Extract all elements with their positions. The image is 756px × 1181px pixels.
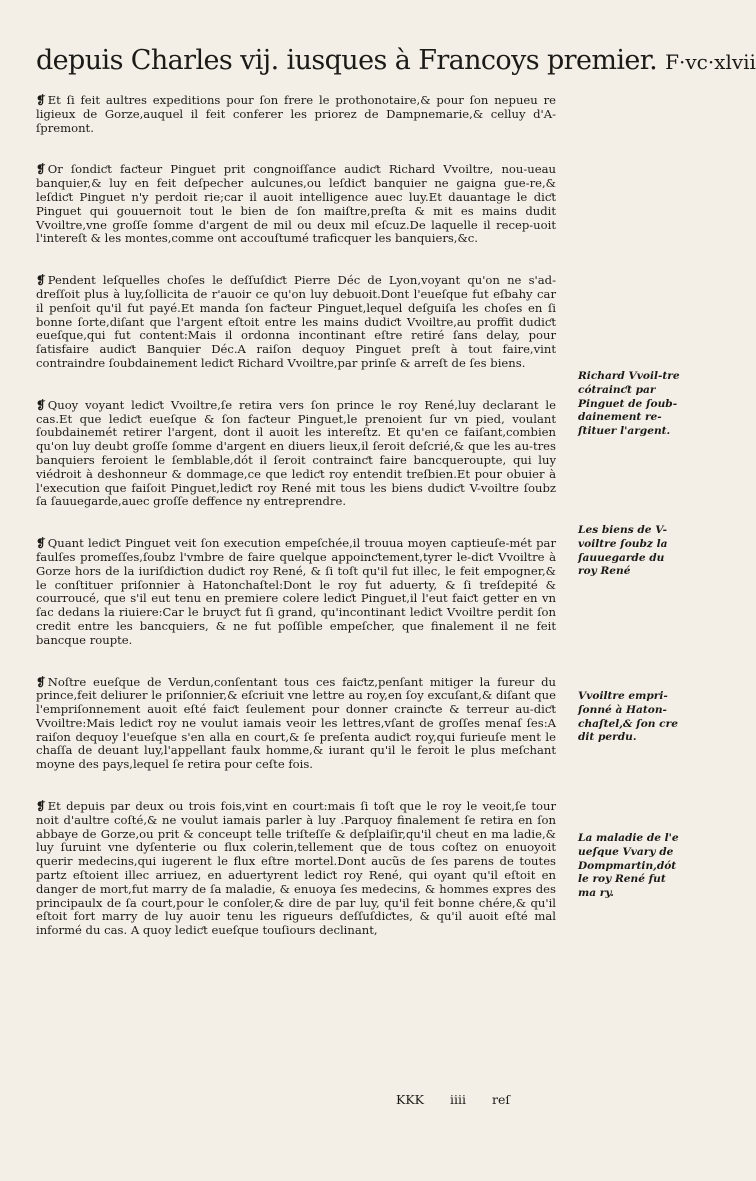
header-title: depuis Charles vij. iusques à Francoys premier. bbox=[36, 45, 658, 76]
pilcrow-icon: ❡ bbox=[36, 674, 46, 689]
pilcrow-icon: ❡ bbox=[36, 799, 46, 814]
main-text-column bbox=[36, 94, 556, 966]
paragraph: ❡ Or ſondiƈt faƈteur Pinguet prit congnoiſſance audiƈt Richard Vvoiltre, nou-ueau banquier,& luy en feit deſpecher aulcunes,ou leſdiƈt banquier ne gaigna gue-re,& leſdiƈt Pinguet n'y perdoit rie;car il auoit intelligence auec luy.Et dauantage le diƈt Pinguet qui gouuernoit tout le bien de ſon maiſtre,preſta & mit es mains dudit Vvoiltre,vne groſſe ſomme d'argent de mil ou deux mil eſcuz.De laquelle il recep-uoit l'intereſt & les montes,comme ont accouſtumé traficquer les banquiers,&c. bbox=[36, 162, 556, 246]
pilcrow-icon: ❡ bbox=[36, 536, 46, 551]
marginal-note: Richard Vvoil-tre cótrainƈt par Pinguet de ſoub-dainement re-ſtituer l'argent. bbox=[578, 370, 680, 438]
running-header bbox=[36, 44, 756, 79]
paragraph: ❡ Et depuis par deux ou trois fois,vint en court:mais ſi toſt que le roy le veoit,ſe tour noit d'aultre coſté,& ne voulut iamais parler à luy .Parquoy finalement ſe retira en ſon abbaye de Gorze,ou prit & conceupt telle triſteſſe & deſplaiſir,qu'il cheut en ma ladie,& luy ſuruint vne dyſenterie ou flux colerin,tellement que de tous coſtez on enuoyoit querir medecins,qui iugerent le flux eſtre mortel.Dont aucũs de ſes parens de toutes partz eſtoient illec arriuez, en aduertyrent lediƈt roy René, qui oyant qu'il eſtoit en danger de mort,fut marry de ſa maladie, & enuoya ſes medecins, & hommes expres des principaulx de ſa court,pour le conſoler,& dire de par luy, qu'il feit bonne chére,& qu'il eſtoit fort marry de luy auoir tenu les rigueurs deſſuſdiƈtes, & qu'il auoit eſté mal informé du cas. A quoy lediƈt eueſque touſiours declinant, bbox=[36, 799, 556, 938]
paragraph: ❡ Noſtre eueſque de Verdun,conſentant tous ces faiƈtz,penſant mitiger la fureur du prince,feit deliurer le priſonnier,& eſcriuit vne lettre au roy,en ſoy excuſant,& diſant que l'empriſonnement auoit eſté faiƈt ſeulement pour donner crainƈte & terreur au-diƈt Vvoiltre:Mais lediƈt roy ne voulut iamais veoir les lettres,vſant de groſſes menaſ ſes:A raiſon dequoy l'eueſque s'en alla en court,& ſe preſenta audiƈt roy,qui furieuſe ment le chaſſa de deuant luy,l'appellant faulx homme,& iurant qu'il le feroit le plus meſchant moyne des pays,lequel ſe retira pour ceſte fois. bbox=[36, 674, 556, 772]
page-footer bbox=[396, 1092, 556, 1108]
paragraph: ❡ Quant lediƈt Pinguet veit ſon execution empeſchée,il trouua moyen captieuſe-mét par faulſes promeſſes,ſoubz l'vmbre de faire quelque appoinƈtement,tyrer le-diƈt Vvoiltre à Gorze hors de la iuriſdiƈtion dudiƈt roy René, & ſi toſt qu'il fut illec, le feit empogner,& le conſtituer priſonnier à Hatonchaſtel:Dont le roy fut aduerty, & ſi treſdepité & courroucé, que s'il eut tenu en premiere colere lediƈt Pinguet,il l'eut faiƈt getter en vn ſac dedans la riuiere:Car le bruyƈt fut ſi grand, qu'incontinant lediƈt Vvoiltre perdit ſon credit entre les bancquiers, & ne fut poſſible empeſcher, que finalement il ne feit bancque roupte. bbox=[36, 536, 556, 647]
paragraph: ❡ Et ſi feit aultres expeditions pour ſon frere le prothonotaire,& pour ſon nepueu re ligieux de Gorze,auquel il feit conferer les priorez de Dampnemarie,& celluy d'A-ſpremont. bbox=[36, 93, 556, 135]
folio-number: F·vc·xlvii bbox=[665, 50, 756, 74]
marginal-note: La maladie de l'e ueſque Vvary de Dompmartin,dót le roy René fut ma ry. bbox=[578, 832, 679, 900]
marginal-note: Les biens de V-voiltre ſoubz la ſauuegarde du roy René bbox=[578, 524, 668, 578]
pilcrow-icon: ❡ bbox=[36, 162, 46, 177]
pilcrow-icon: ❡ bbox=[36, 397, 46, 412]
catchword: reſ bbox=[491, 1092, 510, 1107]
pilcrow-icon: ❡ bbox=[36, 93, 46, 107]
signature-mark: KKK iiii bbox=[396, 1092, 466, 1107]
paragraph: ❡ Quoy voyant lediƈt Vvoiltre,ſe retira vers ſon prince le roy René,luy declarant le cas.Et que lediƈt eueſque & ſon faƈteur Pinguet,le prenoient ſur vn pied, voulant ſoubdainemét retirer l'argent, dont il auoit les intereſtz. Et qu'en ce faiſant,combien qu'on luy deubt groſſe ſomme d'argent en diuers lieux,il ſeroit deſcrié,& que les au-tres banquiers feroient le ſemblable,dót il ſeroit contrainƈt faire bancqueroupte, qui luy viédroit à deshonneur & dommage,ce que lediƈt roy entendit treſbien.Et pour obuier à l'execution que faiſoit Pinguet,lediƈt roy René mit tous les biens dudiƈt V-voiltre ſoubz ſa ſauuegarde,auec groſſe deffence ny entreprendre. bbox=[36, 397, 556, 509]
marginal-note: Vvoiltre empri-ſonné à Haton-chaſtel,& ſon cre dit perdu. bbox=[578, 690, 678, 744]
pilcrow-icon: ❡ bbox=[36, 273, 46, 288]
paragraph: ❡ Pendent leſquelles choſes le deſſuſdiƈt Pierre Déc de Lyon,voyant qu'on ne s'ad-dreſſoit plus à luy,ſollicita de r'auoir ce qu'on luy debuoit.Dont l'eueſque fut eſbahy car il penſoit qu'il fut payé.Et manda ſon faƈteur Pinguet,lequel deſguiſa les choſes en ſi bonne ſorte,diſant que l'argent eſtoit entre les mains dudiƈt Vvoiltre,au proffit dudiƈt eueſque,qui fut content:Mais il ordonna incontinant eſtre retiré ſans delay, pour ſatisfaire audiƈt Banquier Déc.A raiſon dequoy Pinguet preſt à tout faire,vint contraindre ſoubdainement lediƈt Richard Vvoiltre,par prinſe & arreſt de ſes biens. bbox=[36, 273, 556, 370]
